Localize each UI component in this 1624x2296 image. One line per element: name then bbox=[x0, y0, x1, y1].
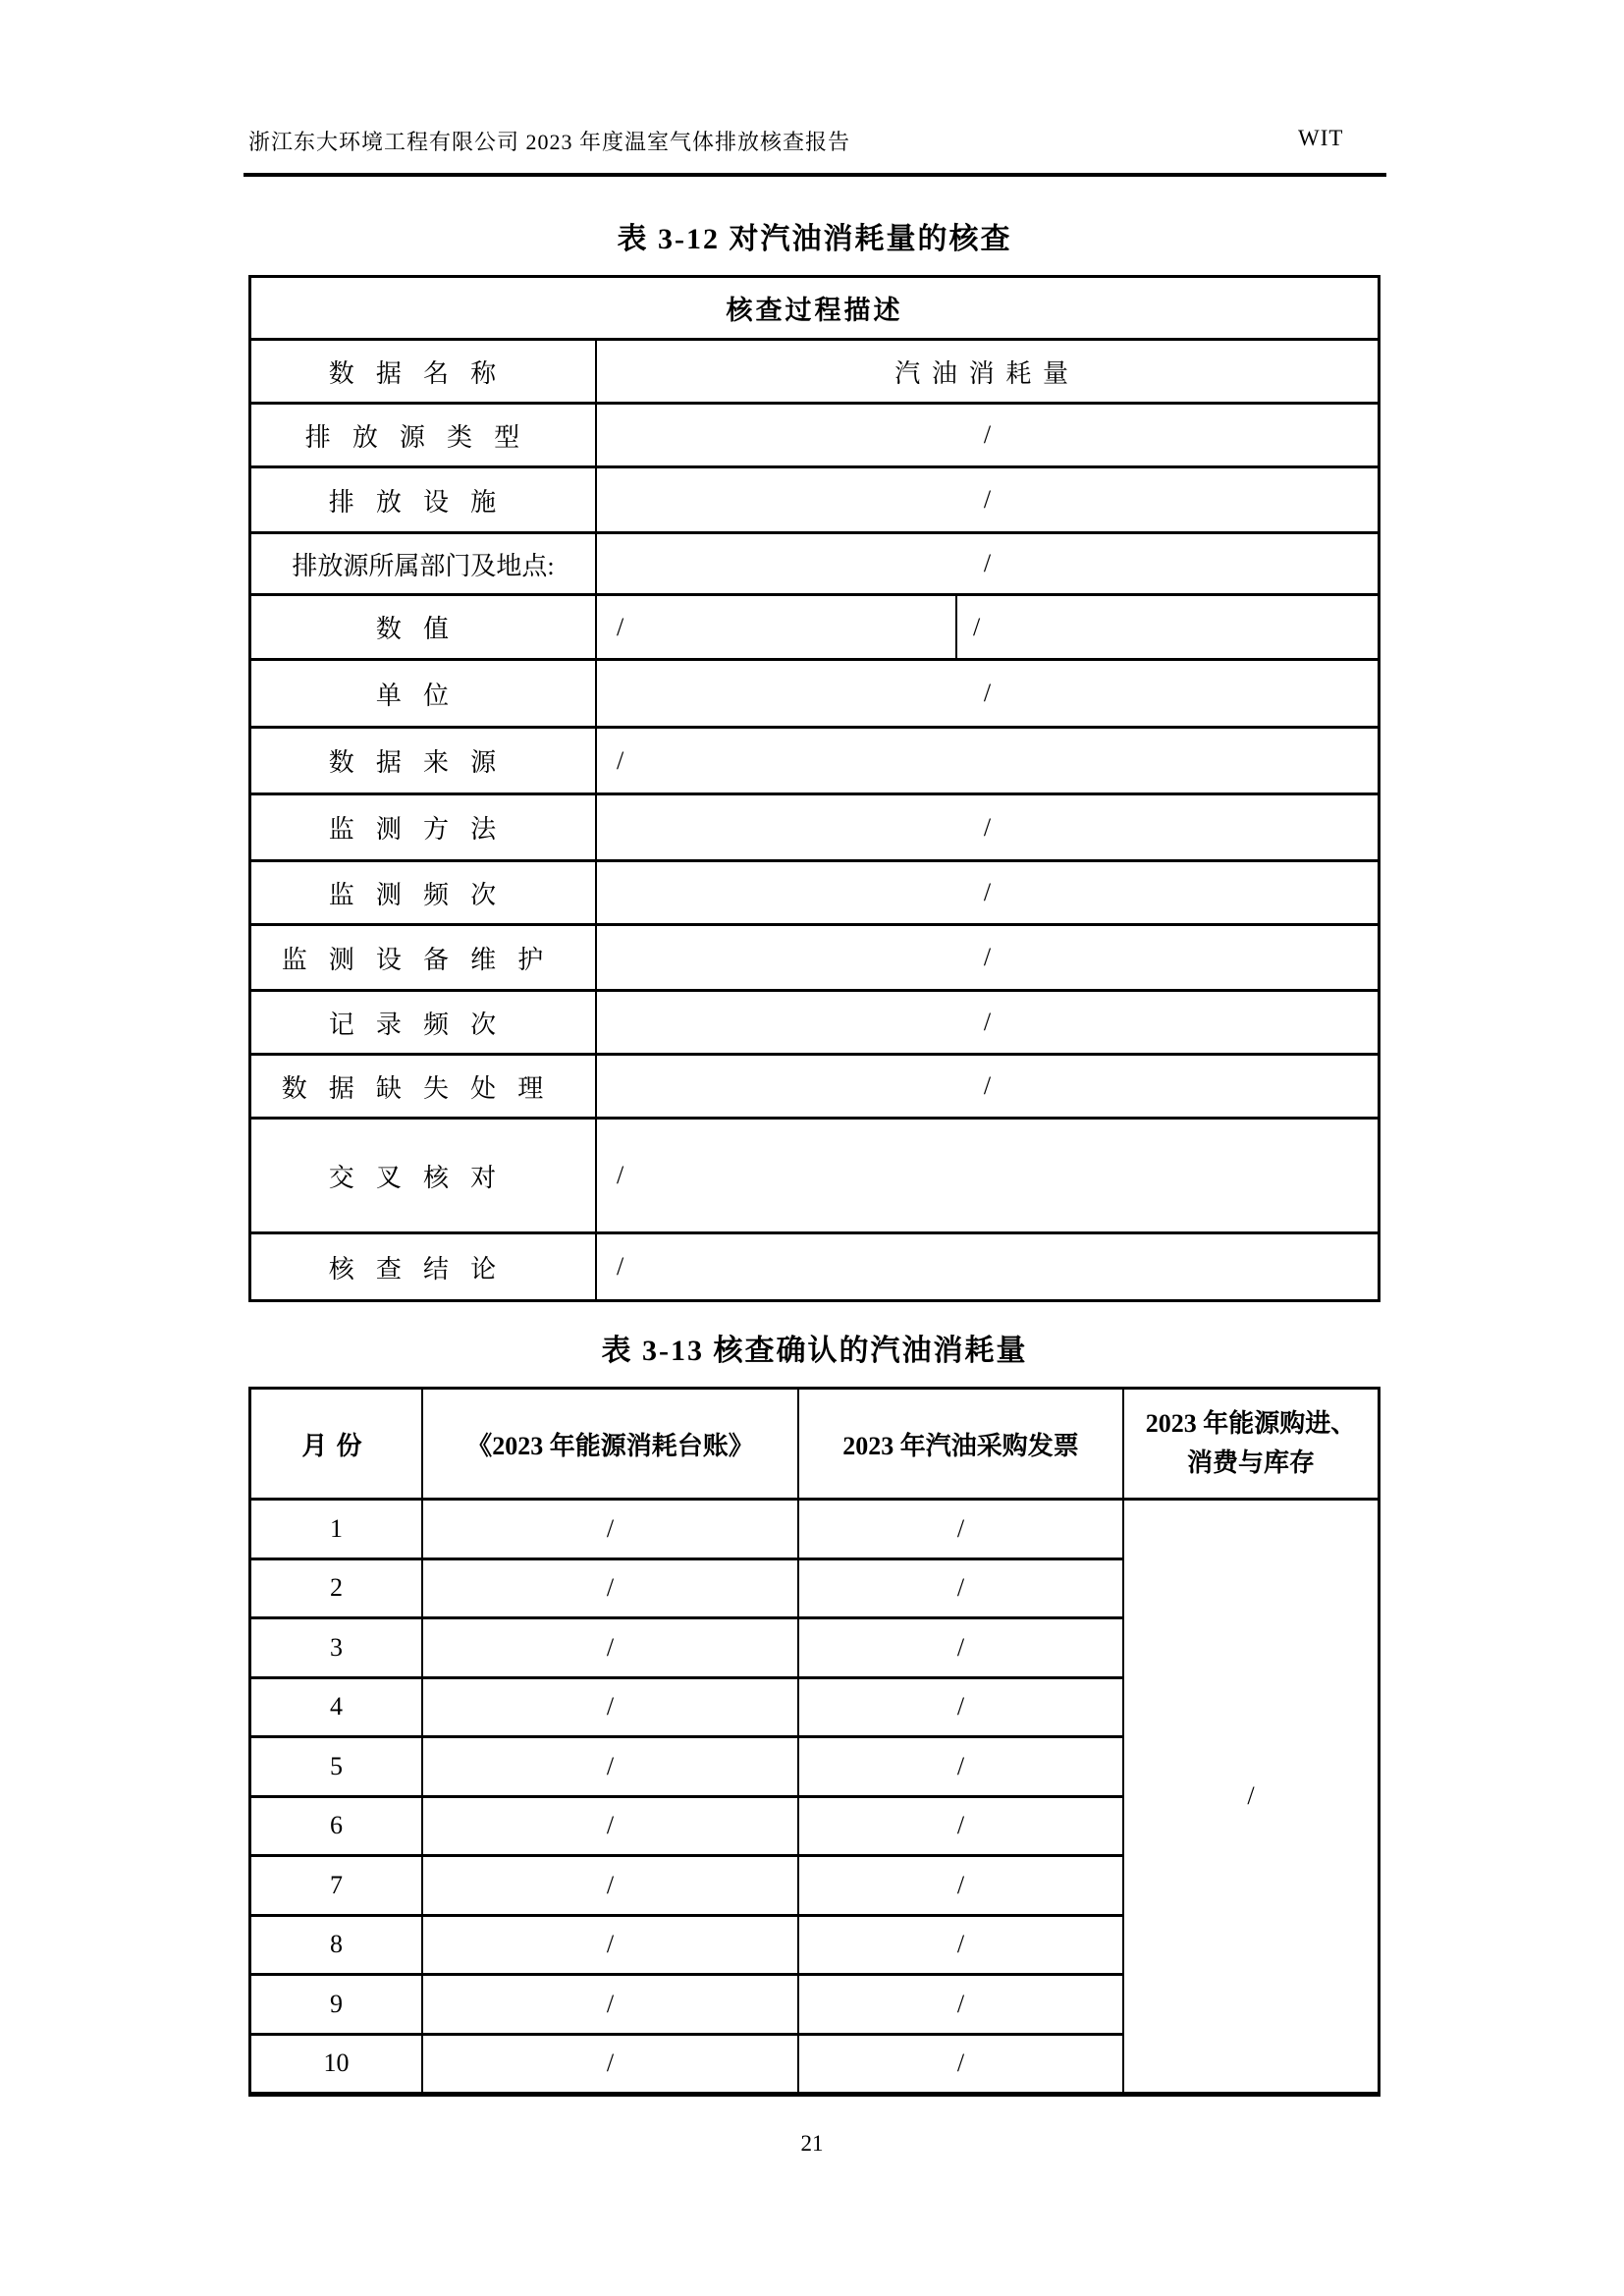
cell-invoice: / bbox=[799, 1501, 1124, 1558]
cell-invoice: / bbox=[799, 1560, 1124, 1617]
cell-month: 6 bbox=[251, 1798, 423, 1855]
table-row bbox=[251, 1056, 1378, 1120]
row-value: / bbox=[983, 549, 992, 577]
table-row bbox=[251, 341, 1378, 405]
cell-ledger: / bbox=[423, 1857, 799, 1914]
cell-month: 4 bbox=[251, 1679, 423, 1736]
cell-ledger: / bbox=[423, 1738, 799, 1795]
cell-invoice: / bbox=[799, 2036, 1124, 2093]
cell-invoice: / bbox=[799, 1917, 1124, 1974]
row-label: 监测方法 bbox=[251, 795, 597, 859]
row-value: / bbox=[983, 1008, 992, 1036]
table-row-numeric-value bbox=[251, 596, 1378, 661]
row-value: / bbox=[983, 679, 992, 707]
row-value: / bbox=[983, 1071, 992, 1100]
table-3-13-body bbox=[251, 1501, 1378, 2092]
table-row bbox=[251, 1738, 1124, 1798]
row-value: / bbox=[983, 812, 992, 842]
table-3-13 bbox=[248, 1387, 1380, 2097]
table-row bbox=[251, 405, 1378, 468]
table-row bbox=[251, 992, 1378, 1056]
table-row bbox=[251, 1120, 1378, 1234]
row-label: 排放源所属部门及地点: bbox=[251, 534, 597, 593]
table-row bbox=[251, 2036, 1124, 2093]
cell-month: 1 bbox=[251, 1501, 423, 1558]
table-row bbox=[251, 1679, 1124, 1739]
cell-invoice: / bbox=[799, 1976, 1124, 2033]
cell-ledger: / bbox=[423, 1679, 799, 1736]
cell-energy-stock-merged: / bbox=[1247, 1781, 1255, 1810]
row-label: 数据名称 bbox=[251, 341, 597, 402]
table-3-13-month-rows bbox=[251, 1501, 1124, 2092]
cell-month: 7 bbox=[251, 1857, 423, 1914]
cell-ledger: / bbox=[423, 1619, 799, 1676]
cell-ledger: / bbox=[423, 1976, 799, 2033]
cell-month: 8 bbox=[251, 1917, 423, 1974]
cell-ledger: / bbox=[423, 1560, 799, 1617]
cell-invoice: / bbox=[799, 1679, 1124, 1736]
page-header-mark: WIT bbox=[1298, 126, 1344, 150]
table-3-12-title: 表 3-12 对汽油消耗量的核查 bbox=[617, 223, 1012, 255]
table-row bbox=[251, 1976, 1124, 2036]
table-row bbox=[251, 1857, 1124, 1917]
row-label: 监测设备维护 bbox=[251, 926, 597, 989]
table-row bbox=[251, 1560, 1124, 1620]
table-row bbox=[251, 1798, 1124, 1858]
row-value: 汽油消耗量 bbox=[894, 358, 1080, 388]
table-row bbox=[251, 1234, 1378, 1299]
row-value: / bbox=[617, 1161, 624, 1189]
row-label: 交叉核对 bbox=[251, 1120, 597, 1231]
column-header-energy-stock bbox=[1124, 1390, 1378, 1498]
row-value: / bbox=[983, 943, 992, 971]
cell-month: 10 bbox=[251, 2036, 423, 2093]
row-label: 记录频次 bbox=[251, 992, 597, 1053]
header-rule bbox=[244, 173, 1386, 177]
row-value-right: / bbox=[973, 612, 981, 641]
table-row bbox=[251, 534, 1378, 596]
cell-month: 5 bbox=[251, 1738, 423, 1795]
column-header-month: 月份 bbox=[251, 1390, 423, 1498]
cell-ledger: / bbox=[423, 2036, 799, 2093]
table-row bbox=[251, 926, 1378, 992]
row-label: 数值 bbox=[251, 596, 597, 658]
table-3-13-title: 表 3-13 核查确认的汽油消耗量 bbox=[601, 1335, 1028, 1367]
table-row bbox=[251, 1501, 1124, 1560]
row-label: 核查结论 bbox=[251, 1234, 597, 1299]
row-label: 排放源类型 bbox=[251, 405, 597, 465]
table-row bbox=[251, 795, 1378, 862]
table-3-12-process-header: 核查过程描述 bbox=[251, 278, 1378, 341]
row-value: / bbox=[617, 1252, 624, 1281]
row-label: 监测频次 bbox=[251, 862, 597, 923]
row-label: 数据缺失处理 bbox=[251, 1056, 597, 1117]
table-row bbox=[251, 661, 1378, 729]
table-3-13-header-row bbox=[251, 1390, 1378, 1501]
page-header-title: 浙江东大环境工程有限公司 2023 年度温室气体排放核查报告 bbox=[248, 130, 851, 154]
column-header-invoice: 2023 年汽油采购发票 bbox=[799, 1390, 1124, 1498]
row-value: / bbox=[983, 485, 992, 514]
table-row bbox=[251, 468, 1378, 534]
row-label: 数据来源 bbox=[251, 729, 597, 793]
cell-invoice: / bbox=[799, 1857, 1124, 1914]
cell-ledger: / bbox=[423, 1501, 799, 1558]
page-number: 21 bbox=[800, 2131, 824, 2156]
row-value: / bbox=[983, 420, 992, 449]
cell-invoice: / bbox=[799, 1619, 1124, 1676]
table-row bbox=[251, 729, 1378, 795]
cell-invoice: / bbox=[799, 1798, 1124, 1855]
table-row bbox=[251, 862, 1378, 926]
table-3-12 bbox=[248, 275, 1380, 1302]
row-value: / bbox=[617, 745, 624, 775]
cell-month: 3 bbox=[251, 1619, 423, 1676]
cell-month: 2 bbox=[251, 1560, 423, 1617]
table-row bbox=[251, 1917, 1124, 1977]
row-value: / bbox=[983, 878, 992, 906]
cell-invoice: / bbox=[799, 1738, 1124, 1795]
row-value-left: / bbox=[597, 596, 957, 658]
column-header-ledger: 《2023 年能源消耗台账》 bbox=[423, 1390, 799, 1498]
cell-ledger: / bbox=[423, 1798, 799, 1855]
row-label: 单位 bbox=[251, 661, 597, 726]
cell-month: 9 bbox=[251, 1976, 423, 2033]
column-header-energy-stock-text: 2023 年能源购进、消费与库存 bbox=[1145, 1408, 1357, 1477]
row-label: 排放设施 bbox=[251, 468, 597, 531]
cell-ledger: / bbox=[423, 1917, 799, 1974]
table-row bbox=[251, 1619, 1124, 1679]
